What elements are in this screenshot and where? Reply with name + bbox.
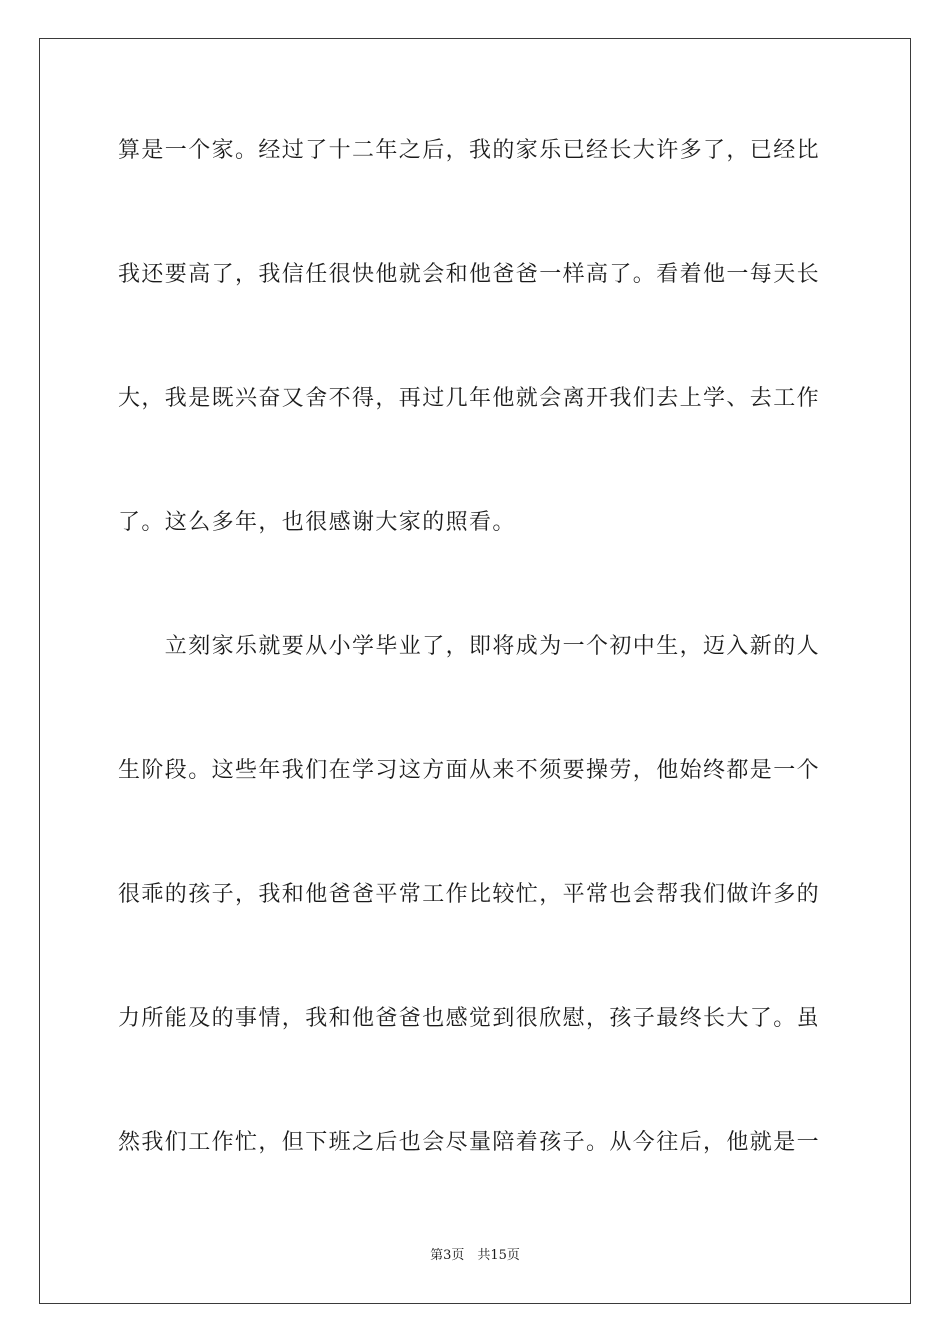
page-number: 第3页 共15页	[430, 1248, 520, 1263]
text-line: 大，我是既兴奋又舍不得，再过几年他就会离开我们去上学、去工作	[118, 386, 821, 411]
text-line: 生阶段。这些年我们在学习这方面从来不须要操劳，他始终都是一个	[118, 758, 821, 783]
text-line: 然我们工作忙，但下班之后也会尽量陪着孩子。从今往后，他就是一	[118, 1130, 821, 1155]
text-line: 立刻家乐就要从小学毕业了，即将成为一个初中生，迈入新的人	[118, 634, 821, 659]
text-line: 了。这么多年，也很感谢大家的照看。	[118, 510, 516, 535]
text-line: 我还要高了，我信任很快他就会和他爸爸一样高了。看着他一每天长	[118, 262, 821, 287]
page-border	[39, 38, 911, 1304]
text-line: 算是一个家。经过了十二年之后，我的家乐已经长大许多了，已经比	[118, 138, 821, 163]
text-line: 很乖的孩子，我和他爸爸平常工作比较忙，平常也会帮我们做许多的	[118, 882, 821, 907]
text-line: 力所能及的事情，我和他爸爸也感觉到很欣慰，孩子最终长大了。虽	[118, 1006, 821, 1031]
